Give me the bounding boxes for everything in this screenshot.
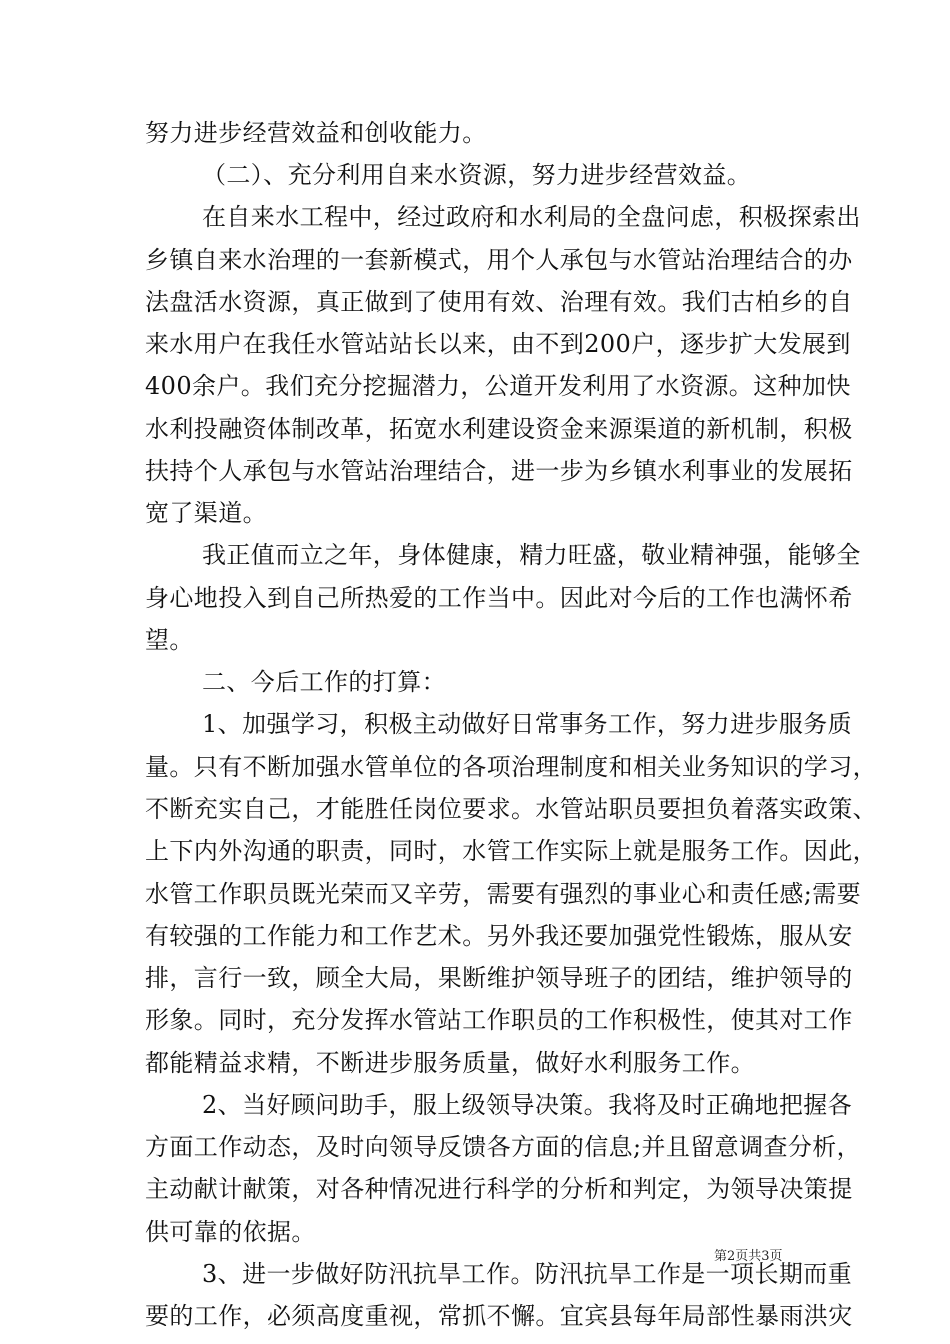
text-line: 法盘活水资源，真正做到了使用有效、治理有效。我们古柏乡的自	[145, 288, 853, 316]
text-line: 望。	[145, 626, 194, 654]
text-line: 宽了渠道。	[145, 499, 267, 527]
text-line: 都能精益求精，不断进步服务质量，做好水利服务工作。	[145, 1049, 755, 1077]
text-line: 乡镇自来水治理的一套新模式，用个人承包与水管站治理结合的办	[145, 246, 853, 274]
text-line: 主动献计献策，对各种情况进行科学的分析和判定，为领导决策提	[145, 1175, 853, 1203]
text-line: 排，言行一致，顾全大局，果断维护领导班子的团结，维护领导的	[145, 964, 853, 992]
text-line: 上下内外沟通的职责，同时，水管工作实际上就是服务工作。因此，	[145, 837, 877, 865]
text-line: 扶持个人承包与水管站治理结合，进一步为乡镇水利事业的发展拓	[145, 457, 853, 485]
text-line: 努力进步经营效益和创收能力。	[145, 119, 487, 147]
text-line: 要的工作，必须高度重视，常抓不懈。宜宾县每年局部性暴雨洪灾	[145, 1302, 853, 1330]
text-line: 身心地投入到自己所热爱的工作当中。因此对今后的工作也满怀希	[145, 584, 853, 612]
text-line: 来水用户在我任水管站站长以来，由不到200户，逐步扩大发展到	[145, 330, 851, 358]
text-line: 水利投融资体制改革，拓宽水利建设资金来源渠道的新机制，积极	[145, 415, 853, 443]
text-line: 水管工作职员既光荣而又辛劳，需要有强烈的事业心和责任感;需要	[145, 880, 862, 908]
text-line: 2、当好顾问助手，服上级领导决策。我将及时正确地把握各	[202, 1091, 853, 1119]
text-line: 400余户。我们充分挖掘潜力，公道开发利用了水资源。这种加快	[145, 372, 851, 400]
text-line: 方面工作动态，及时向领导反馈各方面的信息;并且留意调查分析，	[145, 1133, 862, 1161]
section-heading: 二、今后工作的打算：	[202, 668, 446, 696]
text-line: 有较强的工作能力和工作艺术。另外我还要加强党性锻炼，服从安	[145, 922, 853, 950]
text-line: 3、进一步做好防汛抗旱工作。防汛抗旱工作是一项长期而重	[202, 1260, 853, 1288]
text-line: 我正值而立之年，身体健康，精力旺盛，敬业精神强，能够全	[202, 541, 861, 569]
text-line: 在自来水工程中，经过政府和水利局的全盘问虑，积极探索出	[202, 203, 861, 231]
text-line: 供可靠的依据。	[145, 1218, 316, 1246]
text-line: 不断充实自己，才能胜任岗位要求。水管站职员要担负着落实政策、	[145, 795, 877, 823]
text-line: 1、加强学习，积极主动做好日常事务工作，努力进步服务质	[202, 710, 853, 738]
text-line: 形象。同时，充分发挥水管站工作职员的工作积极性，使其对工作	[145, 1006, 853, 1034]
section-heading: （二）、充分利用自来水资源，努力进步经营效益。	[202, 161, 752, 189]
page-number-footer: 第2页共3页	[714, 1249, 783, 1264]
text-line: 量。只有不断加强水管单位的各项治理制度和相关业务知识的学习，	[145, 753, 877, 781]
